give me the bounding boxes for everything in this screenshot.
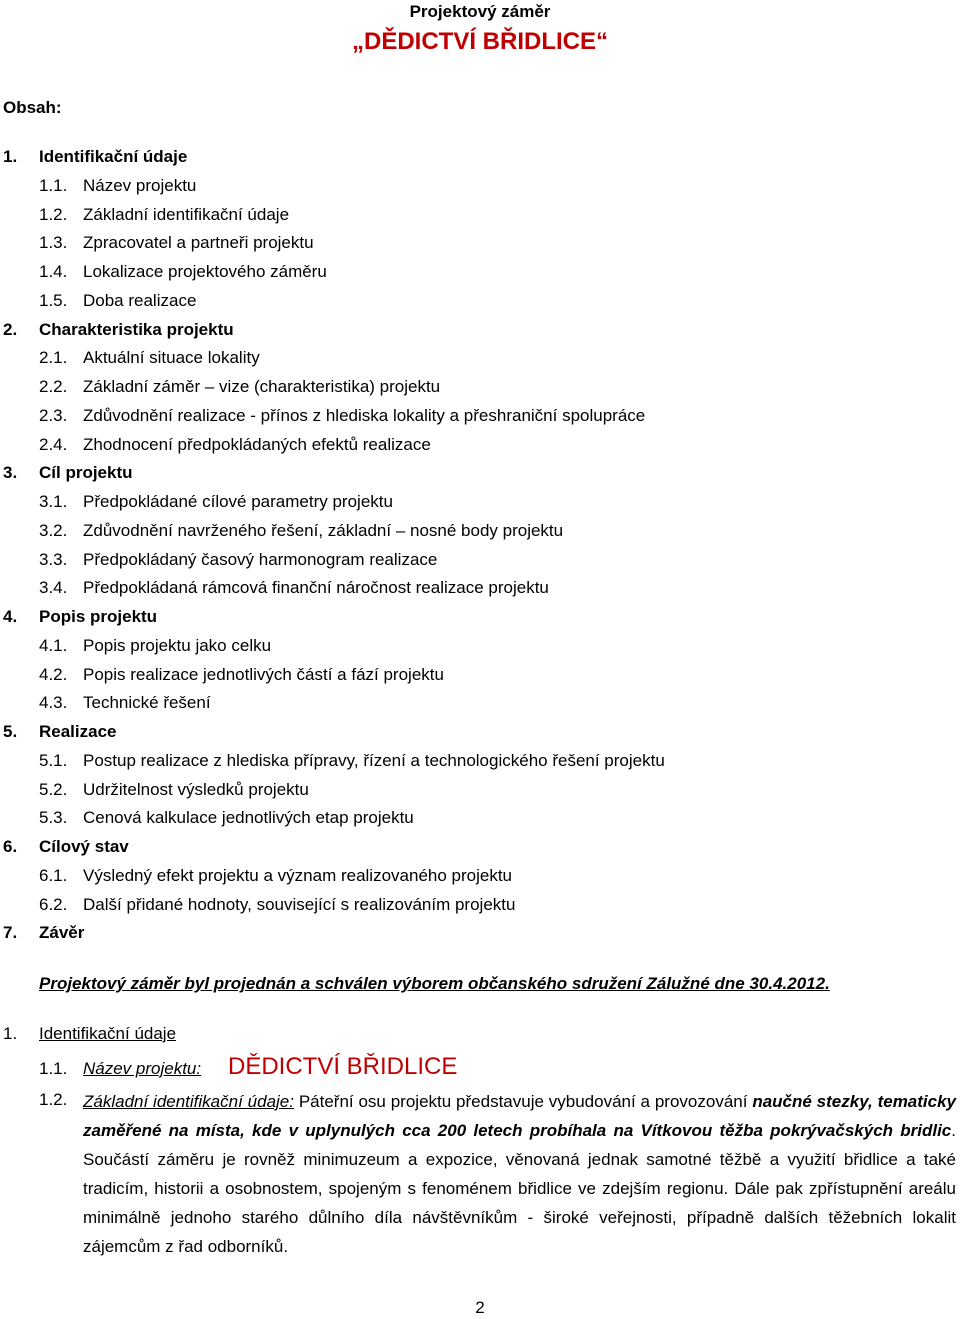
toc-item-label: Další přidané hodnoty, související s realizováním projektu [83, 894, 516, 914]
toc-item-number: 2.3. [39, 405, 68, 425]
toc-item-number: 5.2. [39, 779, 68, 799]
toc-item-label: Lokalizace projektového záměru [83, 262, 327, 281]
toc-item-label: Cílový stav [39, 837, 129, 856]
toc-item-number: 1.2. [39, 204, 68, 224]
approval-note: Projektový záměr byl projednán a schválen výborem občanského sdružení Zálužné dne 30.4.2012. [39, 974, 830, 993]
toc-item-number: 4.3. [39, 693, 68, 713]
toc-item-number: 6.1. [39, 865, 68, 885]
toc-item-label: Popis projektu [39, 607, 158, 626]
section-title: Identifikační údaje [39, 1024, 177, 1043]
toc-item-number: 4.2. [39, 664, 68, 684]
toc-item-number: 5. [3, 722, 18, 741]
paragraph-intro: Páteřní osu projektu představuje vybudování a provozování [293, 1092, 753, 1111]
toc-item-number: 1.5. [39, 290, 68, 310]
toc-item-label: Zdůvodnění navrženého řešení, základní – nosné body projektu [83, 520, 564, 540]
paragraph-rest: . Součástí záměru je rovněž minimuzeum a expozice, věnovaná jednak samotné těžbě a využití břidlice a také tradicím, historii a osobnostem, spojeným s fenoménem břidlice ve zdejším regionu. Dále pak zpřístupnění areálu minimálně jednoho starého důlního díla návštěvníkům - široké veřejnosti, případně dalších těžebních lokalit zájemcům z řad odborníků. [83, 1121, 956, 1256]
toc-item-number: 2. [3, 319, 18, 339]
toc-item-label: Popis realizace jednotlivých částí a fází projektu [83, 664, 444, 684]
toc-item-label: Postup realizace z hlediska přípravy, řízení a technologického řešení projektu [83, 750, 665, 770]
toc-item-label: Charakteristika projektu [39, 319, 234, 339]
toc-item-label: Závěr [39, 923, 85, 943]
project-name: DĚDICTVÍ BŘIDLICE [228, 1053, 458, 1080]
toc-item-number: 1. [3, 147, 18, 166]
toc-item-label: Zhodnocení předpokládaných efektů realizace [83, 434, 431, 454]
toc-heading: Obsah: [3, 98, 62, 117]
page-number: 2 [475, 1298, 485, 1317]
toc-item-number: 4.1. [39, 635, 68, 655]
toc-item-number: 3.3. [39, 549, 68, 569]
toc-item-number: 5.3. [39, 808, 68, 828]
toc-item-number: 3.2. [39, 520, 68, 540]
subsection-number: 1.2. [39, 1090, 68, 1109]
paragraph-emphasis: naučné stezky, tematicky zaměřené na místa, kde v uplynulých cca 200 letech probíhala na Vítkovou těžba pokrývačských bridlic [83, 1092, 957, 1140]
toc-item-label: Cenová kalkulace jednotlivých etap projektu [83, 808, 414, 828]
subsection-label: Základní identifikační údaje: [83, 1092, 294, 1111]
toc-item-number: 3.4. [39, 578, 68, 598]
toc-item-label: Předpokládaný časový harmonogram realizace [83, 549, 438, 569]
section-number: 1. [3, 1024, 18, 1043]
toc-item-number: 4. [3, 607, 18, 626]
subsection-label: Název projektu: [83, 1059, 202, 1078]
toc-item-label: Základní záměr – vize (charakteristika) projektu [83, 377, 441, 396]
toc-item-number: 1.1. [39, 175, 68, 195]
toc-item-label: Technické řešení [83, 693, 211, 713]
toc-item-label: Základní identifikační údaje [83, 204, 290, 224]
toc-item-number: 3. [3, 463, 18, 483]
document-kicker: Projektový záměr [409, 2, 551, 21]
toc-item-label: Předpokládané cílové parametry projektu [83, 492, 393, 511]
toc-item-label: Identifikační údaje [39, 147, 188, 166]
toc-item-number: 2.4. [39, 434, 68, 454]
toc-item-number: 7. [3, 923, 18, 943]
toc-item-number: 2.2. [39, 377, 68, 396]
toc-item-number: 1.3. [39, 233, 68, 253]
toc-item-label: Název projektu [83, 175, 197, 195]
toc-item-label: Udržitelnost výsledků projektu [83, 779, 309, 799]
toc-item-label: Realizace [39, 722, 117, 741]
toc-item-number: 6.2. [39, 894, 68, 914]
subsection-number: 1.1. [39, 1059, 68, 1078]
toc-item-label: Cíl projektu [39, 463, 133, 483]
toc-item-label: Výsledný efekt projektu a význam realizovaného projektu [83, 865, 513, 885]
toc-item-label: Aktuální situace lokality [83, 348, 260, 368]
toc-item-label: Zpracovatel a partneři projektu [83, 233, 314, 253]
toc-item-number: 3.1. [39, 492, 68, 511]
toc-item-label: Doba realizace [83, 290, 197, 310]
toc-item-number: 1.4. [39, 262, 68, 281]
toc-item-label: Popis projektu jako celku [83, 635, 272, 655]
toc-item-number: 5.1. [39, 750, 68, 770]
document-title: „DĚDICTVÍ BŘIDLICE“ [351, 28, 608, 55]
toc-item-label: Předpokládaná rámcová finanční náročnost realizace projektu [83, 578, 549, 598]
toc-item-label: Zdůvodnění realizace - přínos z hlediska lokality a přeshraniční spolupráce [83, 405, 646, 425]
identification-paragraph [83, 1087, 956, 1261]
toc-item-number: 6. [3, 837, 18, 856]
toc-item-number: 2.1. [39, 348, 68, 368]
